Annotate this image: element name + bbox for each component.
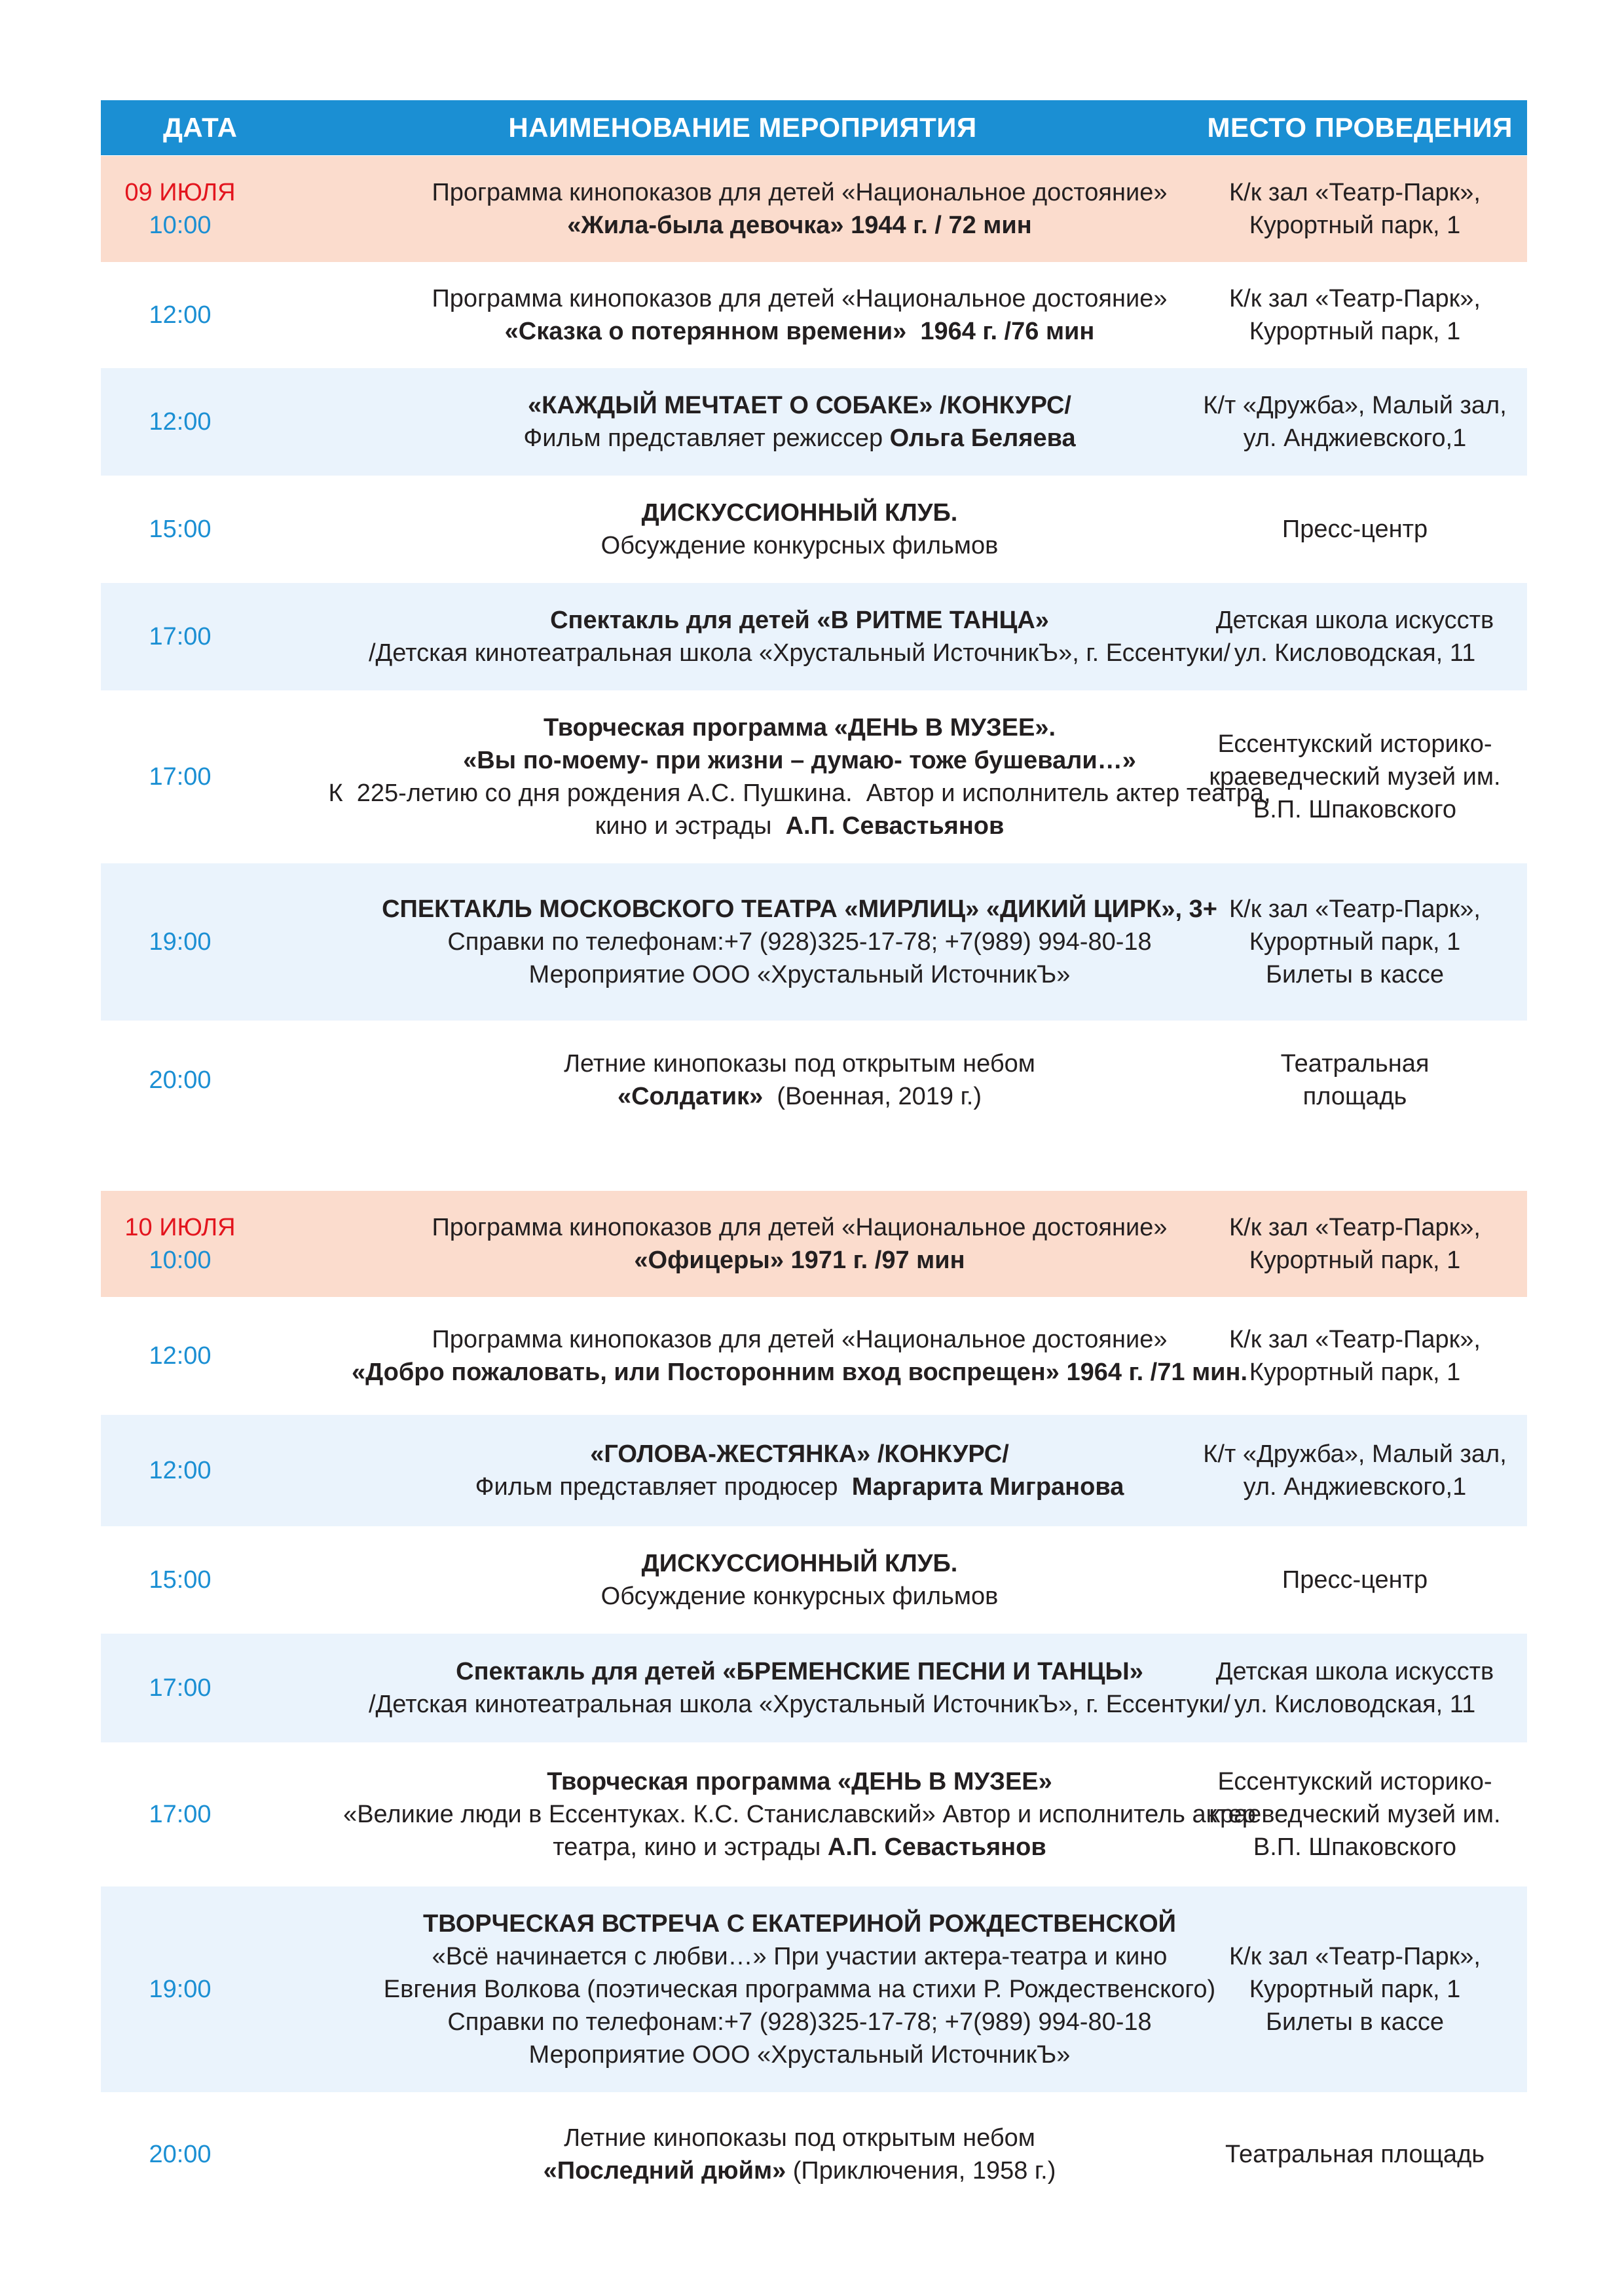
- event-text: Мероприятие ООО «Хрустальный ИсточникЪ»: [528, 2041, 1071, 2069]
- event-line: [642, 1547, 958, 1580]
- event-text-bold: Творческая программа «ДЕНЬ В МУЗЕЕ»: [547, 1768, 1052, 1795]
- date-cell: [101, 1297, 259, 1415]
- venue-cell: [1183, 1297, 1527, 1415]
- event-line: [601, 1580, 999, 1613]
- day-label: 10 ИЮЛЯ: [124, 1214, 236, 1241]
- venue-line: Билеты в кассе: [1266, 2008, 1444, 2036]
- venue-line: К/к зал «Театр-Парк»,: [1229, 285, 1481, 312]
- event-text-bold: Спектакль для детей «БРЕМЕНСКИЕ ПЕСНИ И ТАНЦЫ»: [456, 1658, 1143, 1685]
- time-label: 20:00: [149, 1066, 212, 1094]
- event-text-bold: «Офицеры» 1971 г. /97 мин: [634, 1247, 965, 1274]
- event-line: [432, 1940, 1168, 1973]
- venue-cell: [1183, 476, 1527, 583]
- venue-line: Театральная площадь: [1225, 2141, 1485, 2168]
- time-label: 10:00: [149, 1247, 212, 1274]
- date-cell: [101, 1634, 259, 1742]
- time-label: 17:00: [149, 1674, 212, 1702]
- date-cell: [101, 1742, 259, 1886]
- venue-line: К/т «Дружба», Малый зал,: [1203, 1440, 1507, 1468]
- date-cell: [101, 156, 259, 262]
- event-text: Программа кинопоказов для детей «Национальное достояние»: [432, 1326, 1168, 1353]
- event-text-bold: «Добро пожаловать, или Посторонним вход воспрещен» 1964 г. /71 мин.: [351, 1359, 1248, 1386]
- schedule-row: [101, 1634, 1527, 1742]
- schedule-row: [101, 476, 1527, 583]
- schedule-row: [101, 1415, 1527, 1526]
- header-venue: МЕСТО ПРОВЕДЕНИЯ: [1207, 112, 1513, 143]
- event-line: [369, 637, 1230, 669]
- venue-cell: [1183, 262, 1527, 368]
- event-text: Справки по телефонам:+7 (928)325-17-78; +7(989) 994-80-18: [447, 2008, 1152, 2036]
- event-text-bold: А.П. Севастьянов: [827, 1833, 1046, 1861]
- event-line: [432, 1323, 1167, 1356]
- time-label: 12:00: [149, 1457, 212, 1484]
- event-line: [432, 1211, 1167, 1244]
- event-text: К 225-летию со дня рождения А.С. Пушкина. Автор и исполнитель актер театра,: [328, 779, 1271, 807]
- venue-line: Курортный парк, 1: [1249, 1359, 1461, 1386]
- event-text-bold: Маргарита Мигранова: [851, 1473, 1124, 1501]
- event-cell: [259, 368, 1340, 476]
- event-text-bold: ТВОРЧЕСКАЯ ВСТРЕЧА С ЕКАТЕРИНОЙ РОЖДЕСТВЕНСКОЙ: [423, 1910, 1176, 1938]
- event-line: [529, 958, 1071, 991]
- event-text-bold: ДИСКУССИОННЫЙ КЛУБ.: [641, 499, 958, 527]
- venue-line: Ессентукский историко-: [1217, 730, 1492, 758]
- schedule-row: [101, 1191, 1527, 1297]
- venue-cell: [1183, 583, 1527, 690]
- venue-line: ул. Анджиевского,1: [1243, 424, 1467, 452]
- venue-line: краеведческий музей им.: [1209, 763, 1501, 791]
- venue-line: В.П. Шпаковского: [1253, 796, 1457, 823]
- schedule-row: [101, 690, 1527, 863]
- time-label: 19:00: [149, 928, 212, 956]
- event-text: «Великие люди в Ессентуках. К.С. Станиславский» Автор и исполнитель актер: [343, 1801, 1256, 1828]
- event-text-bold: СПЕКТАКЛЬ МОСКОВСКОГО ТЕАТРА «МИРЛИЦ» «ДИКИЙ ЦИРК», 3+: [382, 895, 1217, 923]
- event-line: [544, 2154, 1056, 2187]
- event-cell: [259, 1742, 1340, 1886]
- event-line: [529, 2038, 1071, 2071]
- event-text-bold: Творческая программа «ДЕНЬ В МУЗЕЕ».: [543, 714, 1056, 741]
- event-cell: [259, 1415, 1340, 1526]
- schedule-row: [101, 583, 1527, 690]
- event-text: Справки по телефонам:+7 (928)325-17-78; +7(989) 994-80-18: [447, 928, 1152, 956]
- date-cell: [101, 262, 259, 368]
- venue-line: К/к зал «Театр-Парк»,: [1229, 1326, 1481, 1353]
- date-cell: [101, 863, 259, 1021]
- event-text-bold: «КАЖДЫЙ МЕЧТАЕТ О СОБАКЕ» /КОНКУРС/: [528, 392, 1071, 419]
- event-text-bold: Ольга Беляева: [889, 424, 1076, 452]
- event-line: [447, 926, 1151, 958]
- event-line: [564, 1047, 1035, 1080]
- event-text: Программа кинопоказов для детей «Национальное достояние»: [432, 1214, 1168, 1241]
- time-label: 17:00: [149, 623, 212, 650]
- date-cell: [101, 1021, 259, 1140]
- event-line: [343, 1798, 1256, 1831]
- venue-line: Курортный парк, 1: [1249, 318, 1461, 345]
- time-label: 12:00: [149, 408, 212, 436]
- event-text-bold: «Вы по-моему- при жизни – думаю- тоже бушевали…»: [463, 747, 1136, 774]
- event-text: Фильм представляет продюсер: [475, 1473, 852, 1501]
- venue-cell: [1183, 1191, 1527, 1297]
- event-line: [601, 529, 999, 562]
- event-line: [456, 1655, 1143, 1688]
- venue-line: Курортный парк, 1: [1249, 928, 1461, 956]
- event-line: [564, 2122, 1035, 2154]
- event-text: Мероприятие ООО «Хрустальный ИсточникЪ»: [528, 961, 1071, 988]
- event-text: Обсуждение конкурсных фильмов: [600, 1583, 999, 1610]
- event-text: Программа кинопоказов для детей «Национальное достояние»: [432, 179, 1168, 206]
- venue-line: Ессентукский историко-: [1217, 1768, 1492, 1795]
- event-text-bold: Спектакль для детей «В РИТМЕ ТАНЦА»: [550, 607, 1049, 634]
- event-line: [328, 777, 1270, 810]
- event-text-bold: «Последний дюйм»: [543, 2157, 786, 2185]
- event-text: (Военная, 2019 г.): [763, 1083, 982, 1110]
- venue-line: ул. Анджиевского,1: [1243, 1473, 1467, 1501]
- venue-cell: [1183, 1634, 1527, 1742]
- event-cell: [259, 1191, 1340, 1297]
- venue-line: ул. Кисловодская, 11: [1234, 1691, 1476, 1718]
- time-label: 15:00: [149, 516, 212, 543]
- event-text: /Детская кинотеатральная школа «Хрустальный ИсточникЪ», г. Ессентуки/: [368, 1691, 1231, 1718]
- event-text-bold: «Сказка о потерянном времени» 1964 г. /76 мин: [504, 318, 1095, 345]
- venue-line: Курортный парк, 1: [1249, 212, 1461, 239]
- event-line: [618, 1080, 982, 1113]
- venue-line: Пресс-центр: [1282, 516, 1428, 543]
- schedule-row: [101, 1886, 1527, 2092]
- event-text-bold: «Жила-была девочка» 1944 г. / 72 мин: [567, 212, 1032, 239]
- venue-cell: [1183, 1742, 1527, 1886]
- venue-cell: [1183, 1021, 1527, 1140]
- event-line: [463, 744, 1136, 777]
- schedule-row: [101, 368, 1527, 476]
- event-line: [523, 422, 1075, 455]
- day-label: 09 ИЮЛЯ: [124, 179, 236, 206]
- event-cell: [259, 583, 1340, 690]
- event-cell: [259, 1021, 1340, 1140]
- time-label: 19:00: [149, 1976, 212, 2003]
- event-cell: [259, 1526, 1340, 1634]
- venue-line: Театральная: [1280, 1050, 1430, 1078]
- event-text: /Детская кинотеатральная школа «Хрустальный ИсточникЪ», г. Ессентуки/: [368, 639, 1231, 667]
- venue-cell: [1183, 368, 1527, 476]
- event-line: [544, 711, 1056, 744]
- venue-line: К/т «Дружба», Малый зал,: [1203, 392, 1507, 419]
- event-cell: [259, 262, 1340, 368]
- venue-line: К/к зал «Театр-Парк»,: [1229, 1214, 1481, 1241]
- event-cell: [259, 690, 1340, 863]
- event-cell: [259, 156, 1340, 262]
- event-text: Программа кинопоказов для детей «Национальное достояние»: [432, 285, 1168, 312]
- time-label: 12:00: [149, 301, 212, 329]
- event-cell: [259, 1297, 1340, 1415]
- event-text: театра, кино и эстрады: [553, 1833, 828, 1861]
- event-line: [447, 2006, 1151, 2038]
- venue-line: Билеты в кассе: [1266, 961, 1444, 988]
- event-text: кино и эстрады: [595, 812, 786, 840]
- schedule-row: [101, 1742, 1527, 1886]
- event-line: [547, 1765, 1052, 1798]
- date-cell: [101, 1886, 259, 2092]
- venue-line: Детская школа искусств: [1215, 1658, 1494, 1685]
- date-cell: [101, 1191, 259, 1297]
- event-line: [595, 810, 1005, 842]
- event-cell: [259, 863, 1340, 1021]
- event-text-bold: «ГОЛОВА-ЖЕСТЯНКА» /КОНКУРС/: [590, 1440, 1009, 1468]
- event-line: [642, 497, 958, 529]
- schedule-row: [101, 863, 1527, 1021]
- date-cell: [101, 690, 259, 863]
- event-text: Летние кинопоказы под открытым небом: [564, 1050, 1035, 1078]
- event-text: (Приключения, 1958 г.): [786, 2157, 1056, 2185]
- venue-line: К/к зал «Театр-Парк»,: [1229, 1943, 1481, 1970]
- venue-cell: [1183, 1526, 1527, 1634]
- time-label: 10:00: [149, 212, 212, 239]
- date-cell: [101, 1415, 259, 1526]
- event-text: Обсуждение конкурсных фильмов: [600, 532, 999, 559]
- event-cell: [259, 1886, 1340, 2092]
- venue-line: краеведческий музей им.: [1209, 1801, 1501, 1828]
- date-cell: [101, 476, 259, 583]
- event-text-bold: А.П. Севастьянов: [785, 812, 1005, 840]
- event-cell: [259, 2092, 1340, 2217]
- schedule-row: [101, 1021, 1527, 1140]
- event-line: [369, 1688, 1230, 1721]
- schedule-row: [101, 2092, 1527, 2217]
- event-line: [634, 1244, 965, 1277]
- venue-cell: [1183, 1415, 1527, 1526]
- event-line: [382, 893, 1217, 926]
- venue-line: ул. Кисловодская, 11: [1234, 639, 1476, 667]
- venue-line: К/к зал «Театр-Парк»,: [1229, 895, 1481, 923]
- header-date: ДАТА: [163, 112, 238, 143]
- venue-cell: [1183, 156, 1527, 262]
- event-line: [505, 315, 1095, 348]
- time-label: 15:00: [149, 1566, 212, 1594]
- event-line: [567, 209, 1031, 242]
- event-line: [475, 1471, 1124, 1503]
- event-line: [432, 176, 1167, 209]
- time-label: 17:00: [149, 1801, 212, 1828]
- event-cell: [259, 1634, 1340, 1742]
- venue-cell: [1183, 863, 1527, 1021]
- date-cell: [101, 1526, 259, 1634]
- event-line: [384, 1973, 1215, 2006]
- time-label: 12:00: [149, 1342, 212, 1370]
- event-text-bold: «Солдатик»: [617, 1083, 764, 1110]
- header-event-name: НАИМЕНОВАНИЕ МЕРОПРИЯТИЯ: [508, 112, 977, 143]
- date-cell: [101, 583, 259, 690]
- table-header: [101, 100, 1527, 155]
- time-label: 17:00: [149, 763, 212, 791]
- event-text-bold: ДИСКУССИОННЫЙ КЛУБ.: [641, 1550, 958, 1577]
- event-text: Фильм представляет режиссер: [523, 424, 890, 452]
- schedule-row: [101, 1297, 1527, 1415]
- venue-line: Курортный парк, 1: [1249, 1976, 1461, 2003]
- event-line: [528, 389, 1071, 422]
- event-text: Летние кинопоказы под открытым небом: [564, 2124, 1035, 2152]
- event-line: [550, 604, 1049, 637]
- venue-line: В.П. Шпаковского: [1253, 1833, 1457, 1861]
- event-text: Евгения Волкова (поэтическая программа на стихи Р. Рождественского): [383, 1976, 1216, 2003]
- venue-cell: [1183, 2092, 1527, 2217]
- venue-line: Пресс-центр: [1282, 1566, 1428, 1594]
- venue-cell: [1183, 690, 1527, 863]
- venue-line: площадь: [1302, 1083, 1407, 1110]
- event-cell: [259, 476, 1340, 583]
- venue-line: К/к зал «Театр-Парк»,: [1229, 179, 1481, 206]
- schedule-row: [101, 262, 1527, 368]
- venue-cell: [1183, 1886, 1527, 2092]
- date-cell: [101, 368, 259, 476]
- date-cell: [101, 2092, 259, 2217]
- schedule-row: [101, 1526, 1527, 1634]
- event-line: [423, 1907, 1176, 1940]
- venue-line: Курортный парк, 1: [1249, 1247, 1461, 1274]
- event-line: [553, 1831, 1046, 1864]
- event-line: [432, 282, 1167, 315]
- event-text: «Всё начинается с любви…» При участии актера-театра и кино: [432, 1943, 1168, 1970]
- event-line: [590, 1438, 1009, 1471]
- event-line: [352, 1356, 1247, 1389]
- venue-line: Детская школа искусств: [1215, 607, 1494, 634]
- time-label: 20:00: [149, 2141, 212, 2168]
- schedule-row: [101, 156, 1527, 262]
